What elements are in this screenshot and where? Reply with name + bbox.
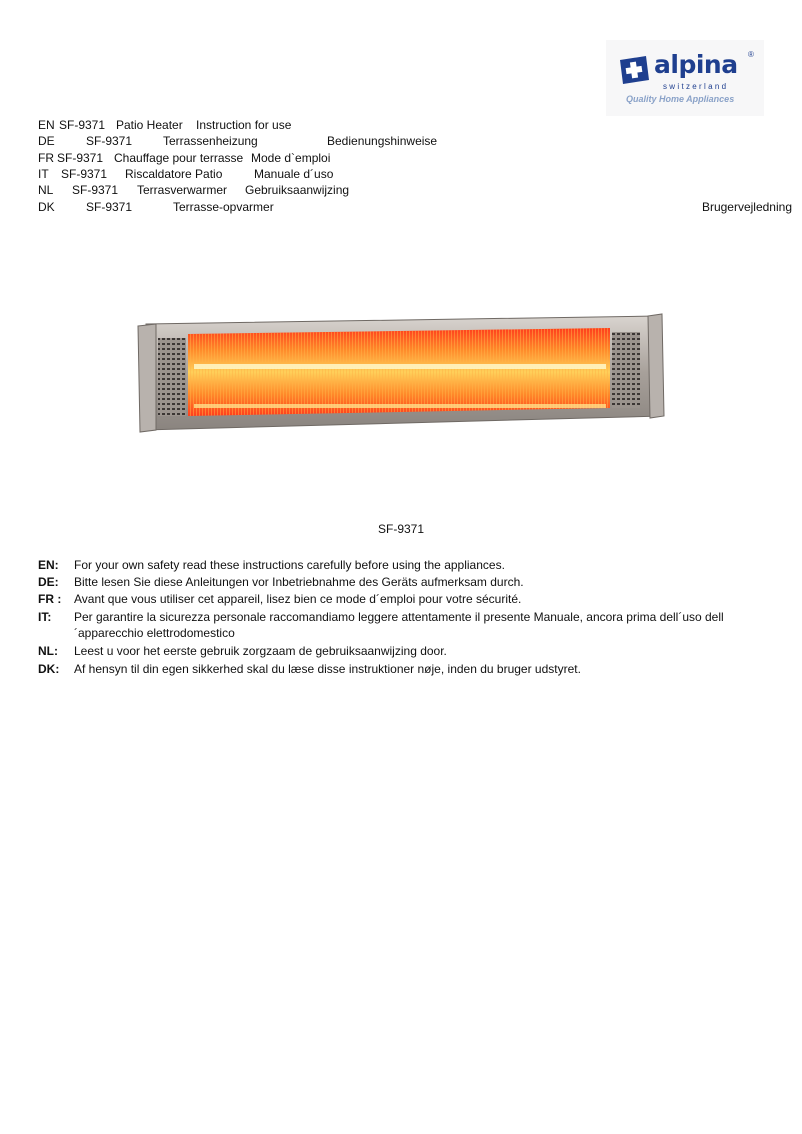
model-number: SF-9371 — [72, 183, 119, 197]
swiss-cross-icon — [616, 54, 652, 86]
lang-code: DE — [38, 134, 55, 148]
lang-code: DK — [38, 200, 55, 214]
note-text: Af hensyn til din egen sikkerhed skal du læse disse instruktioner nøje, inden du bruger udstyret. — [74, 662, 581, 676]
patio-heater-image — [136, 312, 666, 434]
registered-mark: ® — [748, 50, 754, 59]
note-text: Avant que vous utiliser cet appareil, lisez bien ce mode d´emploi pour votre sécurité. — [74, 592, 522, 606]
model-number: SF-9371 — [61, 167, 108, 181]
safety-note-fr — [38, 591, 768, 607]
header-line-dk — [38, 199, 792, 215]
lang-code: IT — [38, 167, 49, 181]
brand-subline: switzerland — [663, 82, 729, 91]
product-name: Terrasverwarmer — [137, 183, 228, 197]
note-text: Bitte lesen Sie diese Anleitungen vor Inbetriebnahme des Geräts aufmerksam durch. — [74, 575, 524, 589]
product-caption: SF-9371 — [377, 522, 425, 536]
product-name: Chauffage pour terrasse — [114, 151, 244, 165]
product-name: Terrasse-opvarmer — [173, 200, 274, 214]
brand-tagline: Quality Home Appliances — [626, 94, 735, 104]
lang-code: EN — [38, 118, 55, 132]
lang-code: NL — [38, 183, 54, 197]
model-number: SF-9371 — [57, 151, 104, 165]
lang-code: DE: — [38, 575, 59, 589]
doc-type: Brugervejledning — [701, 200, 792, 214]
doc-type: Gebruiksaanwijzing — [245, 183, 350, 197]
safety-note-en — [38, 557, 768, 573]
lang-code: NL: — [38, 644, 58, 658]
safety-note-de — [38, 574, 768, 590]
doc-type: Manuale d´uso — [254, 167, 334, 181]
product-name: Riscaldatore Patio — [125, 167, 223, 181]
model-number: SF-9371 — [86, 200, 133, 214]
safety-note-dk — [38, 661, 768, 677]
lang-code: DK: — [38, 662, 60, 676]
lang-code: FR — [38, 151, 54, 165]
brand-logo — [606, 40, 764, 116]
note-text: For your own safety read these instructions carefully before using the appliances. — [74, 558, 505, 572]
doc-type: Bedienungshinweise — [327, 134, 438, 148]
safety-note-nl — [38, 643, 768, 659]
lang-code: EN: — [38, 558, 59, 572]
note-text: Leest u voor het eerste gebruik zorgzaam de gebruiksaanwijzing door. — [74, 644, 447, 658]
model-number: SF-9371 — [59, 118, 106, 132]
doc-type: Instruction for use — [196, 118, 292, 132]
model-number: SF-9371 — [86, 134, 133, 148]
doc-type: Mode d`emploi — [251, 151, 331, 165]
product-name: Terrassenheizung — [163, 134, 258, 148]
lang-code: FR : — [38, 592, 62, 606]
lang-code: IT: — [38, 610, 52, 624]
brand-name: alpina — [654, 50, 738, 79]
safety-note-it — [38, 609, 768, 641]
product-name: Patio Heater — [116, 118, 183, 132]
note-text: Per garantire la sicurezza personale raccomandiamo leggere attentamente il presente Manuale, ancora prima dell´uso dell´apparecchio elettrodomestico — [74, 610, 724, 640]
